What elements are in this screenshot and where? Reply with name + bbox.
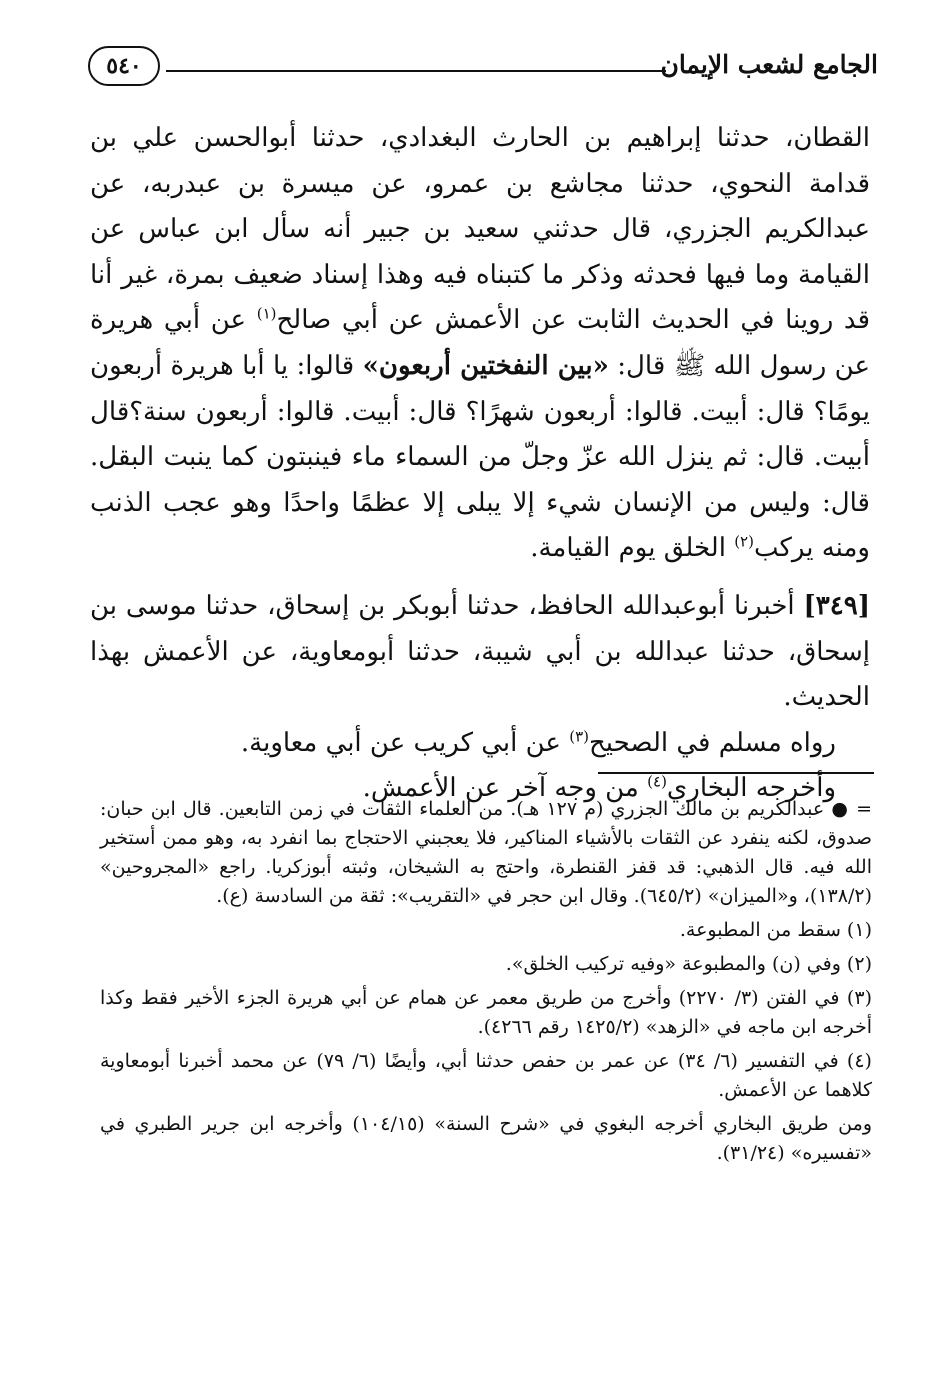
footnote-continued: = ● عبدالكريم بن مالك الجزري (م ١٢٧ هـ). من العلماء الثقات في زمن التابعين. قال ابن حبان: صدوق، لكنه ينفرد عن الثقات بالأشياء المناكير، فلا يعجبني الاحتجاج بما انفرد به، وهو ممن أستخير الله فيه. قال الذهبي: قد قفز القنطرة، واحتج به الشيخان، وثبته أبوزكريا. راجع «المجروحين» (١٣٨/٢)، و«الميزان» (٦٤٥/٢). وقال ابن حجر في «التقريب»: ثقة من السادسة (ع).: [100, 798, 872, 907]
book-title: الجامع لشعب الإيمان: [660, 50, 878, 79]
header-rule: [166, 70, 666, 72]
footnote-1: (١) سقط من المطبوعة.: [679, 919, 872, 941]
footnote-ref-1: (١): [256, 304, 277, 323]
running-header: [88, 36, 878, 106]
text-run: رواه مسلم في الصحيح: [589, 727, 836, 758]
footnote-4-continued: ومن طريق البخاري أخرجه البغوي في «شرح السنة» (١٠٤/١٥) وأخرجه ابن جرير الطبري في «تفسيره» (٣١/٢٤).: [100, 1113, 872, 1164]
footnote-separator: [598, 772, 874, 774]
hadith-quote: «بين النفختين أربعون»: [362, 350, 609, 381]
paragraph-muslim-reference: [90, 721, 870, 767]
footnote-ref-3: (٣): [569, 727, 589, 746]
page-number: ٥٤٠: [88, 46, 160, 86]
hadith-number: [٣٤٩]: [803, 590, 870, 621]
footnote-2: (٢) وفي (ن) والمطبوعة «وفيه تركيب الخلق».: [505, 953, 872, 975]
footnote-ref-4: (٤): [647, 772, 667, 791]
footnote-3: (٣) في الفتن (٣/ ٢٢٧٠) وأخرج من طريق معمر عن همام عن أبي هريرة الجزء الأخير فقط وكذا أخرجه ابن ماجه في «الزهد» (١٤٢٥/٢ رقم ٤٢٦٦).: [100, 987, 872, 1038]
text-run: عن أبي كريب عن أبي معاوية.: [240, 727, 570, 758]
text-run: عن أبي هريرة عن رسول الله ﷺ قال:: [90, 305, 870, 381]
footnote-ref-2: (٢): [734, 532, 754, 551]
text-run: من وجه آخر عن الأعمش.: [362, 773, 648, 804]
footnote-4: (٤) في التفسير (٦/ ٣٤) عن عمر بن حفص حدثنا أبي، وأيضًا (٦/ ٧٩) عن محمد أخبرنا أبومعاوية كلاهما عن الأعمش.: [100, 1050, 872, 1101]
footnotes: [100, 792, 872, 1173]
paragraph-hadith-text: [90, 116, 870, 572]
text-run: قالوا: يا أبا هريرة أربعون يومًا؟ قال: أبيت. قالوا: أربعون شهرًا؟ قال: أبيت. قالوا: أربعون سنة؟قال أبيت. قال: ثم ينزل الله عزّ وجلّ من السماء ماء فينبتون كما ينبت البقل. قال: وليس من الإنسان شيء إلا يبلى إلا عظمًا واحدًا وهو عجب الذنب ومنه يركب: [90, 350, 870, 564]
paragraph-hadith-349: [90, 584, 870, 721]
text-run: وأخرجه البخاري: [666, 773, 836, 804]
main-text: [90, 116, 870, 812]
text-run: الخلق يوم القيامة.: [530, 533, 735, 564]
text-run: أخبرنا أبوعبدالله الحافظ، حدثنا أبوبكر بن إسحاق، حدثنا موسى بن إسحاق، حدثنا عبدالله بن أبي شيبة، حدثنا أبومعاوية، عن الأعمش بهذا الحديث.: [90, 590, 870, 713]
text-run: القطان، حدثنا إبراهيم بن الحارث البغدادي، حدثنا أبوالحسن علي بن قدامة النحوي، حدثنا مجاشع بن عمرو، عن ميسرة بن عبدربه، عن عبدالكريم الجزري، قال حدثني سعيد بن جبير أنه سأل ابن عباس عن القيامة وما فيها فحدثه وذكر ما كتبناه فيه وهذا إسناد ضعيف بمرة، غير أنا قد روينا في الحديث الثابت عن الأعمش عن أبي صالح: [90, 123, 870, 336]
